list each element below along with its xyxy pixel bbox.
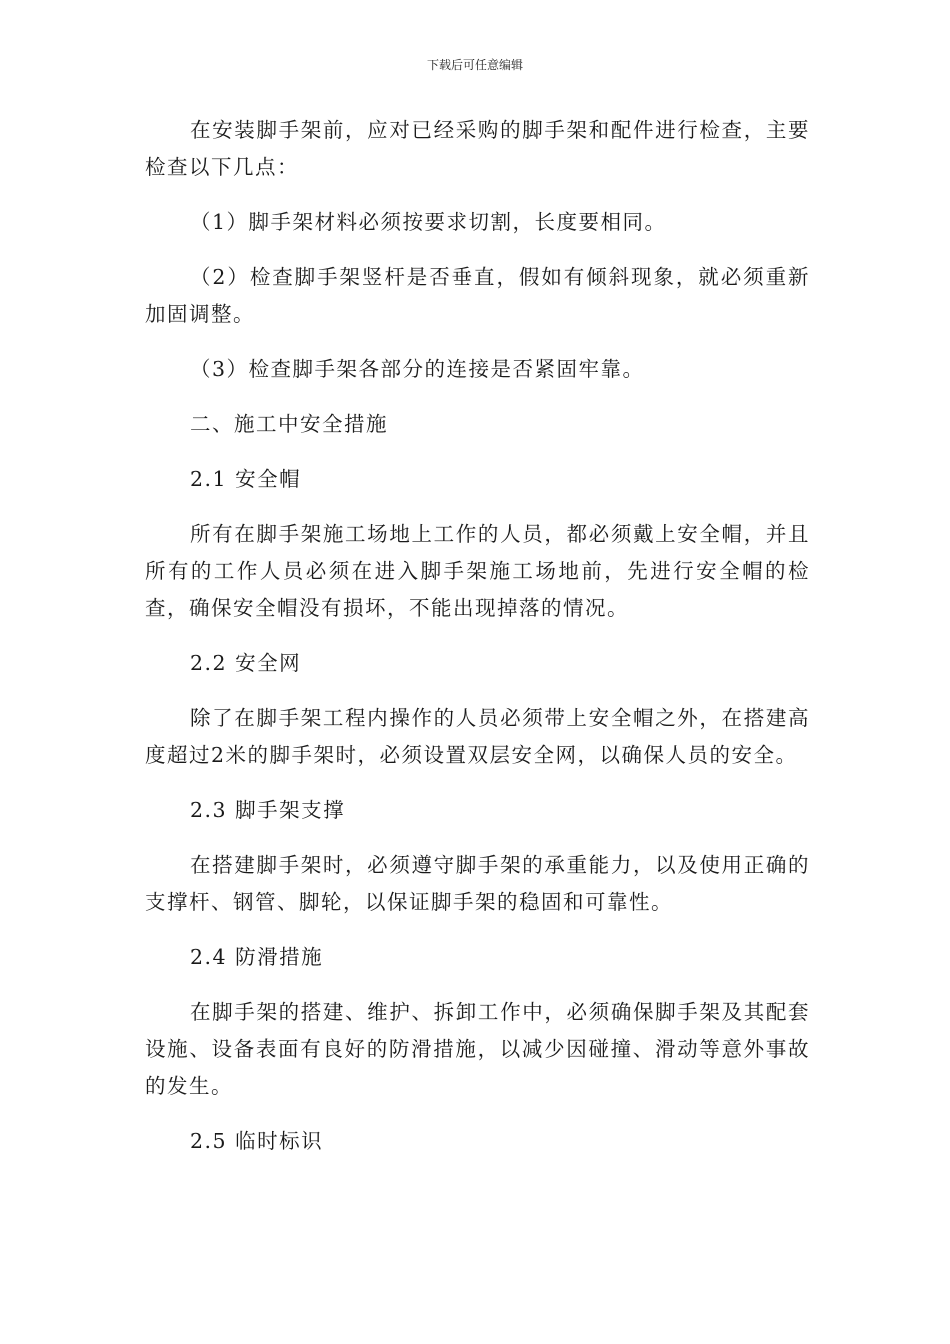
subheading-2-3: 2.3 脚手架支撑	[190, 798, 346, 822]
subheading-2-4: 2.4 防滑措施	[190, 945, 324, 969]
subheading-2-5: 2.5 临时标识	[190, 1129, 324, 1153]
page-header: 下载后可任意编辑	[426, 58, 523, 72]
paragraph-helmet: 所有在脚手架施工场地上工作的人员，都必须戴上安全帽，并且所有的工作人员必须在进入脚手架施工场地前，先进行安全帽的检查，确保安全帽没有损坏，不能出现掉落的情况。	[145, 522, 810, 620]
document-body	[145, 112, 810, 1178]
paragraph-anti-slip: 在脚手架的搭建、维护、拆卸工作中，必须确保脚手架及其配套设施、设备表面有良好的防滑措施，以减少因碰撞、滑动等意外事故的发生。	[145, 1000, 810, 1098]
section-heading-safety-measures: 二、施工中安全措施	[190, 412, 388, 436]
paragraph-item-1: （1）脚手架材料必须按要求切割，长度要相同。	[190, 210, 667, 234]
paragraph-safety-net: 除了在脚手架工程内操作的人员必须带上安全帽之外，在搭建高度超过2米的脚手架时，必须设置双层安全网，以确保人员的安全。	[145, 706, 810, 767]
paragraph-item-3: （3）检查脚手架各部分的连接是否紧固牢靠。	[190, 357, 645, 381]
subheading-2-1: 2.1 安全帽	[190, 467, 302, 491]
paragraph-support: 在搭建脚手架时，必须遵守脚手架的承重能力，以及使用正确的支撑杆、钢管、脚轮，以保证脚手架的稳固和可靠性。	[145, 853, 810, 914]
subheading-2-2: 2.2 安全网	[190, 651, 302, 675]
paragraph-inspection-intro: 在安装脚手架前，应对已经采购的脚手架和配件进行检查，主要检查以下几点：	[145, 118, 810, 179]
paragraph-item-2: （2）检查脚手架竖杆是否垂直，假如有倾斜现象，就必须重新加固调整。	[145, 265, 810, 326]
